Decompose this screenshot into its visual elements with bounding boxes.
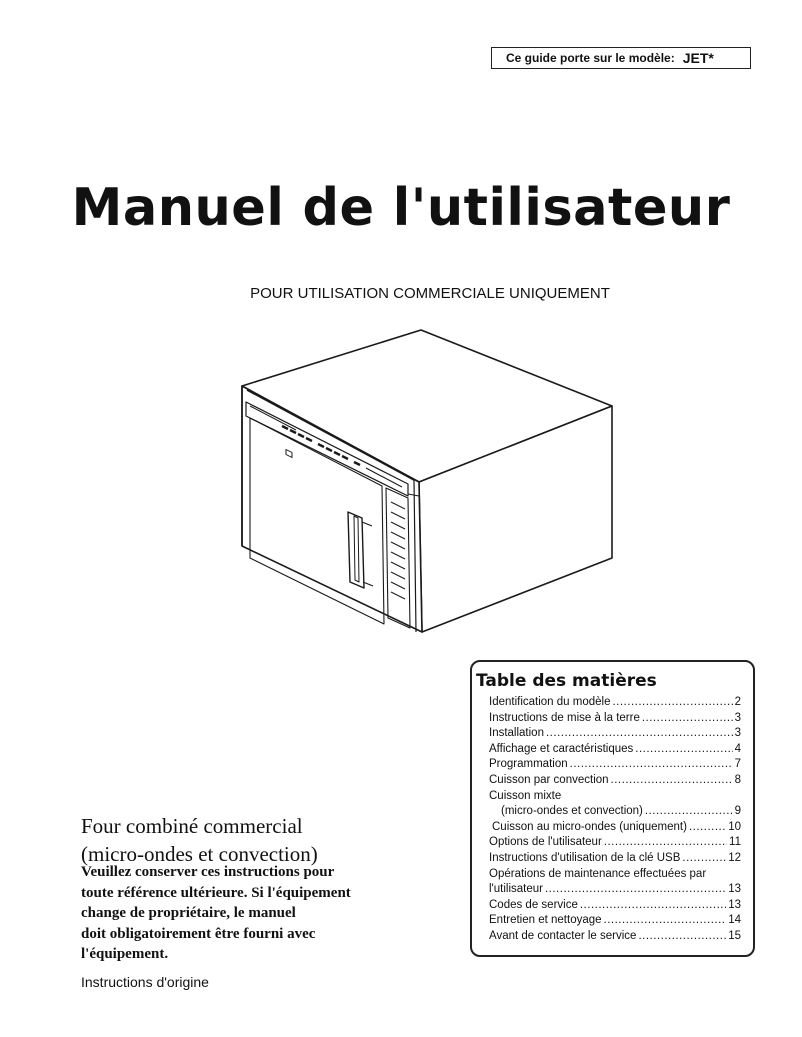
toc-item[interactable]: Instructions d'utilisation de la clé USB ..... 12 — [489, 851, 741, 867]
toc-item[interactable]: Installation ..... 3 — [489, 726, 741, 742]
model-notice-box — [491, 47, 751, 69]
toc-item[interactable]: Programmation ..... 7 — [489, 757, 741, 773]
original-instructions-label: Instructions d'origine — [81, 974, 209, 990]
note-line: doit obligatoirement être fourni avec — [81, 925, 316, 942]
toc-item[interactable]: Cuisson au micro-ondes (uniquement) ..... 10 — [489, 820, 741, 836]
toc-item[interactable]: Cuisson mixte — [489, 789, 562, 802]
page-subtitle: POUR UTILISATION COMMERCIALE UNIQUEMENT — [250, 285, 610, 302]
toc-item[interactable]: Identification du modèle ..... 2 — [489, 695, 741, 711]
note-line: l'équipement. — [81, 946, 169, 962]
toc-item[interactable]: Codes de service ..... 13 — [489, 898, 741, 914]
toc-item[interactable]: l'utilisateur ..... 13 — [489, 882, 741, 898]
toc-item[interactable]: Options de l'utilisateur ..... 11 — [489, 835, 741, 851]
toc-list — [476, 695, 741, 945]
toc-item[interactable]: Affichage et caractéristiques ..... 4 — [489, 742, 741, 758]
model-notice-value: JET* — [682, 50, 714, 66]
oven-illustration — [236, 326, 626, 638]
product-title-line: (micro-ondes et convection) — [81, 842, 318, 866]
toc-item[interactable]: (micro-ondes et convection) ..... 9 — [489, 804, 741, 820]
page-title: Manuel de l'utilisateur — [71, 178, 731, 238]
product-title-line: Four combiné commercial — [81, 814, 303, 838]
keep-instructions-note — [81, 862, 421, 965]
table-of-contents — [470, 660, 755, 957]
note-line: toute référence ultérieure. Si l'équipement — [81, 884, 351, 901]
toc-item[interactable]: Avant de contacter le service ..... 15 — [489, 929, 741, 945]
model-notice-label: Ce guide porte sur le modèle: — [506, 51, 675, 65]
toc-item[interactable]: Opérations de maintenance effectuées par — [489, 867, 707, 880]
toc-heading: Table des matières — [476, 671, 657, 691]
note-line: change de propriétaire, le manuel — [81, 905, 296, 921]
toc-item[interactable]: Instructions de mise à la terre ..... 3 — [489, 711, 741, 727]
toc-item[interactable]: Entretien et nettoyage ..... 14 — [489, 913, 741, 929]
note-line: Veuillez conserver ces instructions pour — [81, 864, 335, 880]
product-title — [81, 812, 318, 868]
toc-item[interactable]: Cuisson par convection ..... 8 — [489, 773, 741, 789]
